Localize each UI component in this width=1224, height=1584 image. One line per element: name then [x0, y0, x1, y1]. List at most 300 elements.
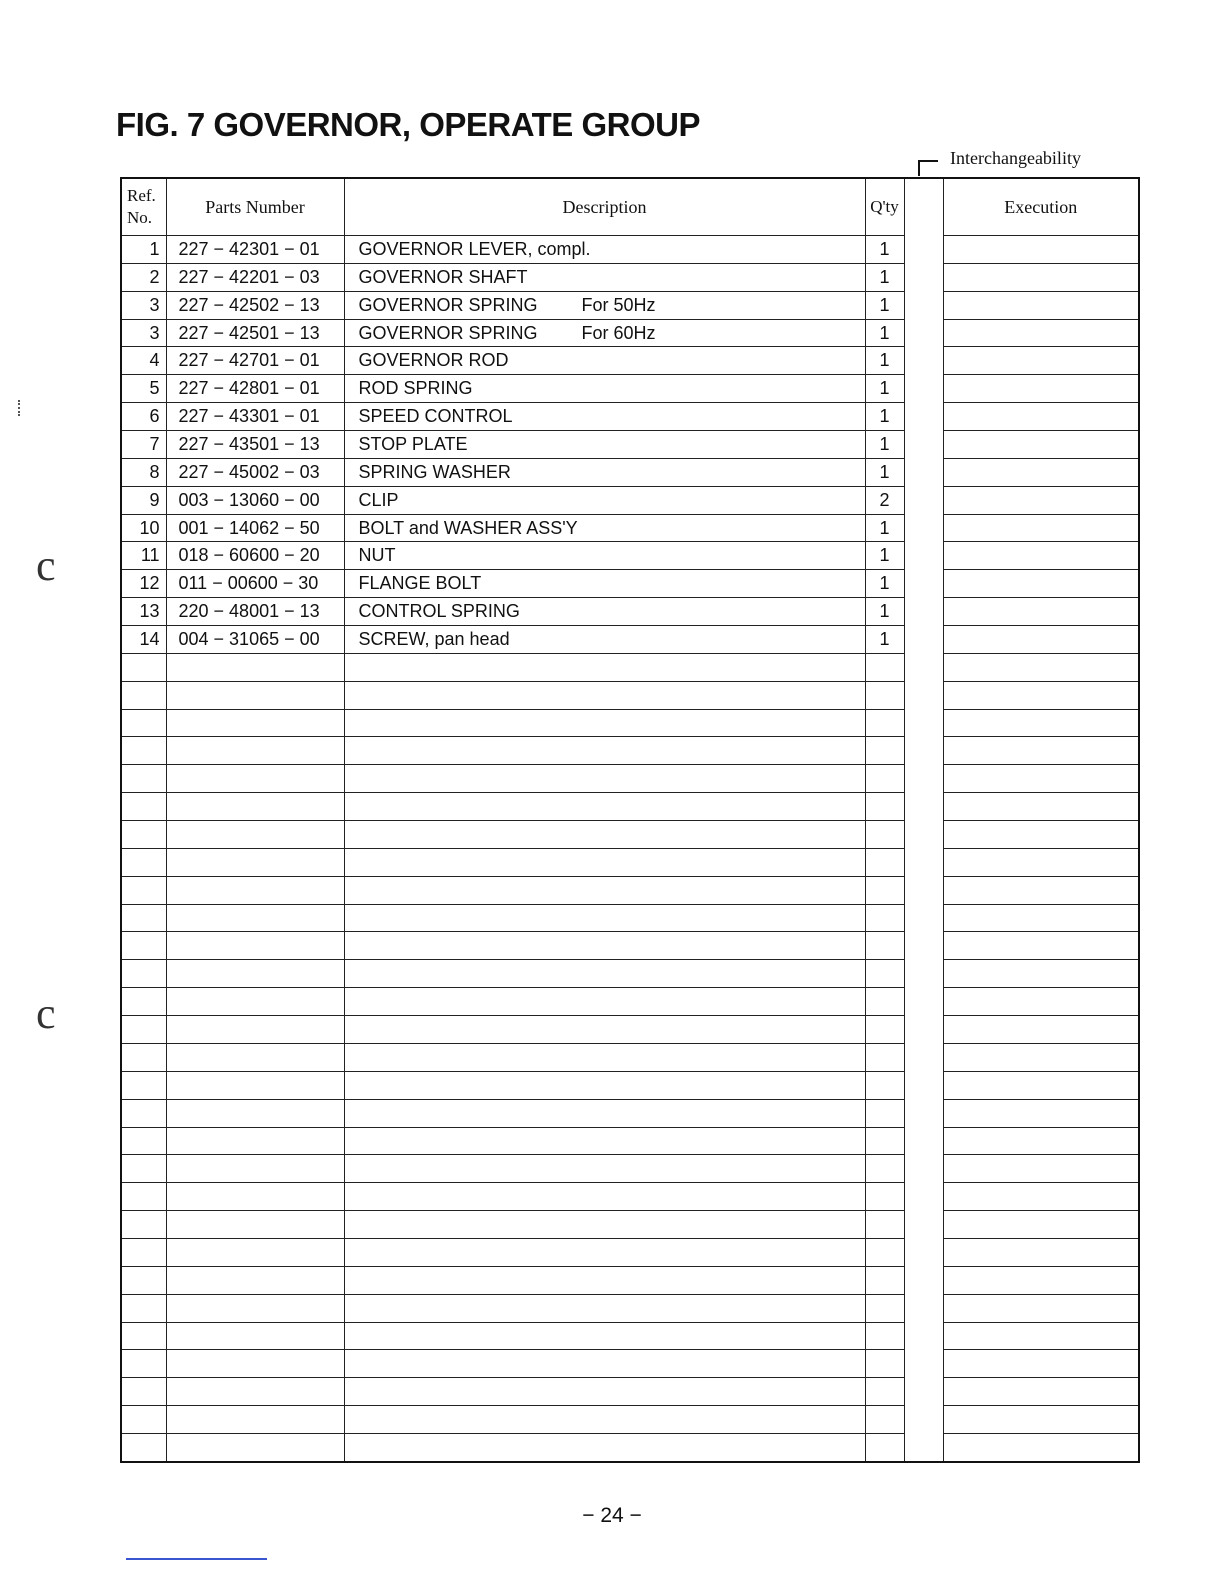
cell-parts-number — [166, 1322, 344, 1350]
cell-parts-number — [166, 1350, 344, 1378]
table-row-empty — [121, 1127, 1139, 1155]
cell-description — [344, 876, 865, 904]
table-row-empty — [121, 737, 1139, 765]
cell-interchangeability — [904, 263, 943, 291]
cell-parts-number: 001 − 14062 − 50 — [166, 514, 344, 542]
blue-underline — [126, 1558, 267, 1560]
cell-execution — [943, 236, 1139, 264]
cell-parts-number: 220 − 48001 − 13 — [166, 598, 344, 626]
cell-execution — [943, 1043, 1139, 1071]
cell-parts-number: 227 − 42201 − 03 — [166, 263, 344, 291]
cell-ref-no — [121, 709, 166, 737]
cell-execution — [943, 598, 1139, 626]
cell-parts-number: 004 − 31065 − 00 — [166, 626, 344, 654]
cell-qty — [865, 848, 904, 876]
cell-qty: 1 — [865, 626, 904, 654]
cell-qty — [865, 1322, 904, 1350]
cell-qty — [865, 681, 904, 709]
cell-parts-number — [166, 988, 344, 1016]
cell-qty — [865, 821, 904, 849]
header-interchangeability — [904, 178, 943, 236]
cell-qty — [865, 1127, 904, 1155]
cell-description — [344, 431, 865, 459]
description-note: For 60Hz — [581, 322, 656, 343]
description-text: GOVERNOR SPRING — [358, 294, 538, 315]
cell-description — [344, 1266, 865, 1294]
cell-execution — [943, 403, 1139, 431]
cell-parts-number — [166, 876, 344, 904]
cell-parts-number — [166, 1211, 344, 1239]
cell-qty: 1 — [865, 291, 904, 319]
cell-qty: 1 — [865, 347, 904, 375]
cell-qty — [865, 876, 904, 904]
cell-interchangeability — [904, 904, 943, 932]
cell-qty — [865, 1266, 904, 1294]
cell-ref-no — [121, 653, 166, 681]
description-text: GOVERNOR LEVER, compl. — [358, 238, 591, 259]
cell-execution — [943, 626, 1139, 654]
cell-qty: 1 — [865, 403, 904, 431]
cell-parts-number — [166, 848, 344, 876]
cell-interchangeability — [904, 542, 943, 570]
cell-interchangeability — [904, 1406, 943, 1434]
cell-description — [344, 542, 865, 570]
cell-execution — [943, 347, 1139, 375]
cell-interchangeability — [904, 1294, 943, 1322]
cell-parts-number — [166, 1043, 344, 1071]
cell-ref-no: 6 — [121, 403, 166, 431]
cell-interchangeability — [904, 291, 943, 319]
cell-ref-no: 14 — [121, 626, 166, 654]
cell-description — [344, 291, 865, 319]
cell-ref-no: 10 — [121, 514, 166, 542]
cell-execution — [943, 988, 1139, 1016]
cell-description — [344, 347, 865, 375]
cell-parts-number: 227 − 42701 − 01 — [166, 347, 344, 375]
cell-description — [344, 653, 865, 681]
cell-ref-no — [121, 960, 166, 988]
margin-mark: c — [36, 541, 56, 590]
cell-execution — [943, 1406, 1139, 1434]
cell-ref-no — [121, 988, 166, 1016]
cell-qty — [865, 709, 904, 737]
cell-description — [344, 1406, 865, 1434]
cell-description — [344, 1211, 865, 1239]
cell-qty: 2 — [865, 486, 904, 514]
cell-description — [344, 570, 865, 598]
cell-qty — [865, 1016, 904, 1044]
table-row-empty — [121, 681, 1139, 709]
table-row — [121, 431, 1139, 459]
cell-parts-number — [166, 681, 344, 709]
cell-qty: 1 — [865, 570, 904, 598]
cell-ref-no — [121, 737, 166, 765]
description-text: CONTROL SPRING — [358, 601, 520, 622]
table-row-empty — [121, 960, 1139, 988]
margin-dots — [18, 400, 22, 416]
cell-qty: 1 — [865, 598, 904, 626]
cell-interchangeability — [904, 598, 943, 626]
cell-ref-no — [121, 1294, 166, 1322]
cell-qty: 1 — [865, 236, 904, 264]
cell-description — [344, 1238, 865, 1266]
cell-parts-number — [166, 1071, 344, 1099]
description-note: For 50Hz — [581, 294, 656, 315]
cell-ref-no: 11 — [121, 542, 166, 570]
cell-ref-no — [121, 1406, 166, 1434]
cell-ref-no — [121, 1350, 166, 1378]
cell-qty: 1 — [865, 319, 904, 347]
cell-ref-no: 3 — [121, 319, 166, 347]
cell-execution — [943, 1155, 1139, 1183]
cell-execution — [943, 458, 1139, 486]
cell-description — [344, 236, 865, 264]
page-title: FIG. 7 GOVERNOR, OPERATE GROUP — [116, 106, 700, 143]
cell-ref-no — [121, 1099, 166, 1127]
cell-qty — [865, 1099, 904, 1127]
cell-qty — [865, 1071, 904, 1099]
cell-description — [344, 1350, 865, 1378]
cell-parts-number: 227 − 43501 − 13 — [166, 431, 344, 459]
cell-description — [344, 1183, 865, 1211]
table-row — [121, 319, 1139, 347]
table-row — [121, 236, 1139, 264]
cell-description — [344, 626, 865, 654]
description-text: GOVERNOR SPRING — [358, 322, 538, 343]
cell-qty — [865, 653, 904, 681]
header-qty: Q'ty — [865, 178, 904, 236]
cell-ref-no — [121, 1183, 166, 1211]
cell-parts-number — [166, 1238, 344, 1266]
cell-interchangeability — [904, 1350, 943, 1378]
cell-execution — [943, 431, 1139, 459]
table-row-empty — [121, 1238, 1139, 1266]
cell-description — [344, 263, 865, 291]
table-row-empty — [121, 1350, 1139, 1378]
cell-interchangeability — [904, 821, 943, 849]
cell-parts-number: 227 − 42502 − 13 — [166, 291, 344, 319]
cell-interchangeability — [904, 876, 943, 904]
cell-execution — [943, 793, 1139, 821]
cell-qty: 1 — [865, 542, 904, 570]
cell-interchangeability — [904, 1238, 943, 1266]
cell-ref-no: 13 — [121, 598, 166, 626]
cell-parts-number: 227 − 42301 − 01 — [166, 236, 344, 264]
cell-qty — [865, 1155, 904, 1183]
cell-execution — [943, 876, 1139, 904]
cell-qty — [865, 1378, 904, 1406]
bracket-arrow-icon — [918, 160, 938, 176]
cell-interchangeability — [904, 709, 943, 737]
cell-execution — [943, 1183, 1139, 1211]
cell-qty — [865, 1183, 904, 1211]
table-row-empty — [121, 709, 1139, 737]
table-row-empty — [121, 1322, 1139, 1350]
table-row — [121, 375, 1139, 403]
cell-qty — [865, 1043, 904, 1071]
cell-ref-no — [121, 848, 166, 876]
cell-qty — [865, 1211, 904, 1239]
description-text: SPRING WASHER — [358, 461, 511, 482]
cell-ref-no: 4 — [121, 347, 166, 375]
cell-parts-number: 003 − 13060 − 00 — [166, 486, 344, 514]
cell-interchangeability — [904, 793, 943, 821]
cell-execution — [943, 681, 1139, 709]
cell-description — [344, 1155, 865, 1183]
cell-ref-no — [121, 1211, 166, 1239]
cell-execution — [943, 570, 1139, 598]
cell-ref-no — [121, 821, 166, 849]
table-row-empty — [121, 876, 1139, 904]
description-text: GOVERNOR ROD — [358, 350, 509, 371]
cell-description — [344, 1433, 865, 1462]
description-text: SPEED CONTROL — [358, 406, 513, 427]
cell-interchangeability — [904, 765, 943, 793]
cell-parts-number — [166, 1016, 344, 1044]
cell-execution — [943, 1099, 1139, 1127]
cell-execution — [943, 1322, 1139, 1350]
cell-execution — [943, 709, 1139, 737]
header-ref-line1: Ref. — [127, 186, 156, 205]
cell-execution — [943, 375, 1139, 403]
description-text: NUT — [358, 545, 396, 566]
cell-execution — [943, 1266, 1139, 1294]
cell-parts-number — [166, 1294, 344, 1322]
cell-description — [344, 1043, 865, 1071]
cell-interchangeability — [904, 403, 943, 431]
description-text: CLIP — [358, 489, 399, 510]
header-ref-no — [121, 178, 166, 236]
cell-description — [344, 375, 865, 403]
cell-interchangeability — [904, 319, 943, 347]
table-row-empty — [121, 1406, 1139, 1434]
cell-parts-number: 227 − 43301 − 01 — [166, 403, 344, 431]
cell-interchangeability — [904, 375, 943, 403]
cell-interchangeability — [904, 1016, 943, 1044]
table-row — [121, 291, 1139, 319]
cell-ref-no — [121, 904, 166, 932]
cell-execution — [943, 737, 1139, 765]
cell-ref-no — [121, 1322, 166, 1350]
cell-ref-no: 5 — [121, 375, 166, 403]
cell-interchangeability — [904, 514, 943, 542]
parts-table — [120, 177, 1140, 1463]
cell-execution — [943, 514, 1139, 542]
description-text: ROD SPRING — [358, 378, 473, 399]
cell-execution — [943, 1016, 1139, 1044]
cell-interchangeability — [904, 1378, 943, 1406]
cell-execution — [943, 486, 1139, 514]
table-row — [121, 263, 1139, 291]
cell-interchangeability — [904, 431, 943, 459]
table-row-empty — [121, 653, 1139, 681]
cell-description — [344, 737, 865, 765]
table-row-empty — [121, 904, 1139, 932]
cell-parts-number — [166, 960, 344, 988]
table-row — [121, 626, 1139, 654]
cell-parts-number — [166, 1099, 344, 1127]
cell-description — [344, 458, 865, 486]
interchangeability-label: Interchangeability — [950, 148, 1081, 168]
cell-ref-no — [121, 876, 166, 904]
cell-ref-no — [121, 1127, 166, 1155]
header-ref-line2: No. — [127, 208, 153, 227]
cell-parts-number — [166, 653, 344, 681]
description-text: SCREW, pan head — [358, 628, 510, 649]
cell-parts-number: 018 − 60600 − 20 — [166, 542, 344, 570]
cell-qty — [865, 1350, 904, 1378]
table-row — [121, 458, 1139, 486]
cell-interchangeability — [904, 988, 943, 1016]
cell-interchangeability — [904, 737, 943, 765]
cell-interchangeability — [904, 1266, 943, 1294]
cell-parts-number — [166, 904, 344, 932]
table-row — [121, 514, 1139, 542]
cell-qty: 1 — [865, 375, 904, 403]
cell-description — [344, 1071, 865, 1099]
cell-parts-number — [166, 1378, 344, 1406]
table-row-empty — [121, 821, 1139, 849]
cell-parts-number — [166, 932, 344, 960]
cell-ref-no: 2 — [121, 263, 166, 291]
cell-interchangeability — [904, 960, 943, 988]
cell-ref-no: 8 — [121, 458, 166, 486]
table-row-empty — [121, 765, 1139, 793]
cell-interchangeability — [904, 626, 943, 654]
cell-interchangeability — [904, 1099, 943, 1127]
cell-description — [344, 403, 865, 431]
table-row-empty — [121, 988, 1139, 1016]
table-row — [121, 347, 1139, 375]
cell-interchangeability — [904, 1322, 943, 1350]
page-number: − 24 − — [582, 1504, 642, 1527]
cell-description — [344, 709, 865, 737]
cell-interchangeability — [904, 1155, 943, 1183]
header-parts-number: Parts Number — [166, 178, 344, 236]
cell-qty: 1 — [865, 263, 904, 291]
cell-interchangeability — [904, 653, 943, 681]
cell-ref-no — [121, 1016, 166, 1044]
description-text: STOP PLATE — [358, 433, 468, 454]
cell-interchangeability — [904, 681, 943, 709]
cell-description — [344, 1322, 865, 1350]
cell-parts-number: 011 − 00600 − 30 — [166, 570, 344, 598]
cell-ref-no — [121, 1043, 166, 1071]
cell-qty — [865, 793, 904, 821]
cell-execution — [943, 1350, 1139, 1378]
table-header-row — [121, 178, 1139, 236]
cell-interchangeability — [904, 570, 943, 598]
cell-execution — [943, 263, 1139, 291]
cell-execution — [943, 932, 1139, 960]
header-execution: Execution — [943, 178, 1139, 236]
cell-description — [344, 960, 865, 988]
cell-ref-no: 9 — [121, 486, 166, 514]
cell-description — [344, 848, 865, 876]
cell-description — [344, 765, 865, 793]
table-row — [121, 403, 1139, 431]
cell-parts-number — [166, 821, 344, 849]
cell-qty — [865, 765, 904, 793]
cell-execution — [943, 821, 1139, 849]
cell-execution — [943, 1294, 1139, 1322]
cell-ref-no — [121, 1238, 166, 1266]
cell-description — [344, 821, 865, 849]
cell-interchangeability — [904, 1043, 943, 1071]
cell-interchangeability — [904, 347, 943, 375]
cell-execution — [943, 960, 1139, 988]
table-row-empty — [121, 1266, 1139, 1294]
cell-parts-number — [166, 1433, 344, 1462]
cell-qty: 1 — [865, 431, 904, 459]
cell-interchangeability — [904, 486, 943, 514]
table-row-empty — [121, 1043, 1139, 1071]
cell-parts-number — [166, 765, 344, 793]
table-row — [121, 486, 1139, 514]
cell-parts-number: 227 − 45002 − 03 — [166, 458, 344, 486]
cell-execution — [943, 765, 1139, 793]
cell-description — [344, 988, 865, 1016]
cell-description — [344, 932, 865, 960]
table-row — [121, 542, 1139, 570]
cell-parts-number — [166, 1266, 344, 1294]
table-row-empty — [121, 1183, 1139, 1211]
cell-execution — [943, 291, 1139, 319]
cell-ref-no: 1 — [121, 236, 166, 264]
table-row-empty — [121, 1433, 1139, 1462]
cell-description — [344, 514, 865, 542]
cell-interchangeability — [904, 1183, 943, 1211]
cell-description — [344, 598, 865, 626]
cell-execution — [943, 1071, 1139, 1099]
cell-parts-number: 227 − 42501 − 13 — [166, 319, 344, 347]
cell-ref-no — [121, 793, 166, 821]
cell-qty: 1 — [865, 514, 904, 542]
margin-mark: c — [36, 989, 56, 1038]
cell-execution — [943, 1238, 1139, 1266]
table-row-empty — [121, 1211, 1139, 1239]
cell-description — [344, 1099, 865, 1127]
cell-qty — [865, 1294, 904, 1322]
cell-parts-number — [166, 709, 344, 737]
table-row — [121, 570, 1139, 598]
cell-qty — [865, 988, 904, 1016]
cell-parts-number — [166, 1127, 344, 1155]
cell-interchangeability — [904, 1127, 943, 1155]
cell-ref-no — [121, 932, 166, 960]
cell-ref-no: 7 — [121, 431, 166, 459]
table-row-empty — [121, 793, 1139, 821]
cell-description — [344, 486, 865, 514]
cell-ref-no — [121, 1433, 166, 1462]
description-text: BOLT and WASHER ASS'Y — [358, 517, 578, 538]
table-row-empty — [121, 1099, 1139, 1127]
table-row-empty — [121, 1071, 1139, 1099]
cell-ref-no — [121, 765, 166, 793]
cell-parts-number — [166, 737, 344, 765]
cell-description — [344, 793, 865, 821]
cell-parts-number: 227 − 42801 − 01 — [166, 375, 344, 403]
header-description: Description — [344, 178, 865, 236]
cell-ref-no — [121, 1155, 166, 1183]
cell-qty — [865, 960, 904, 988]
cell-execution — [943, 1378, 1139, 1406]
cell-parts-number — [166, 1406, 344, 1434]
parts-table-body — [121, 236, 1139, 1463]
description-text: FLANGE BOLT — [358, 573, 482, 594]
cell-qty — [865, 737, 904, 765]
table-row — [121, 598, 1139, 626]
